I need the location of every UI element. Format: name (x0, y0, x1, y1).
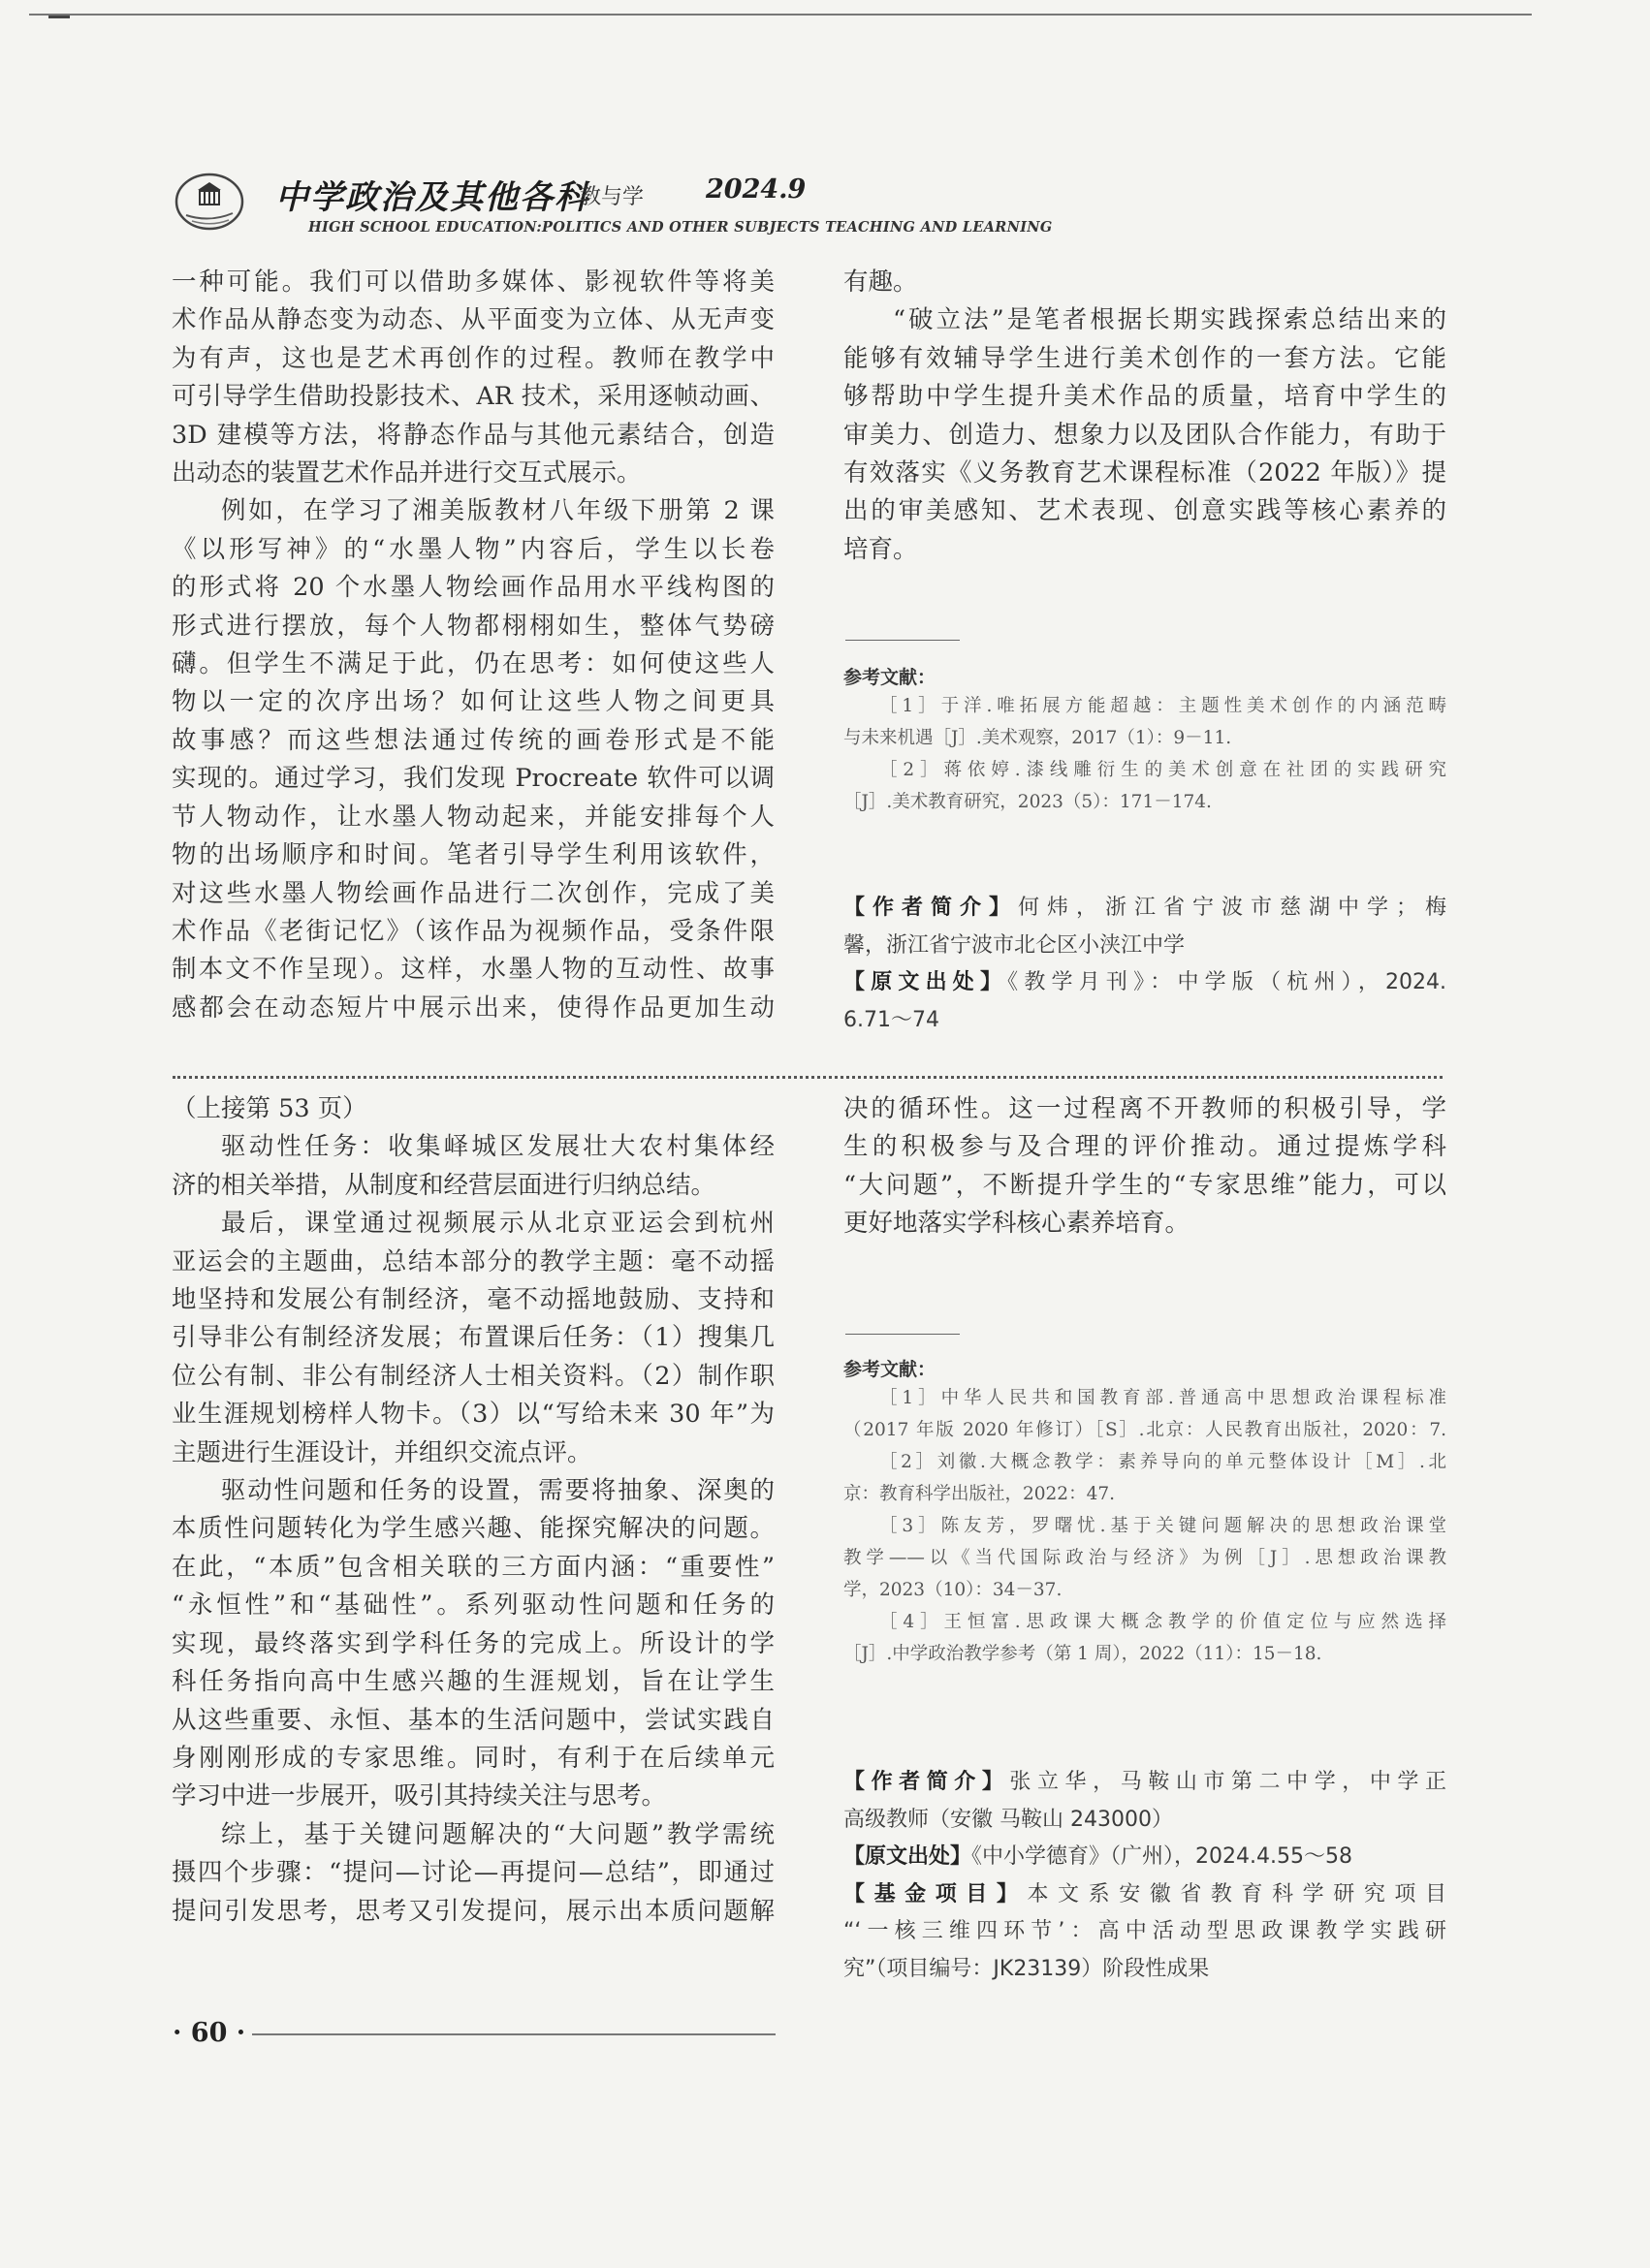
text-line: 业生涯规划榜样人物卡。（3）以“写给未来 30 年”为 (172, 1400, 775, 1430)
text-line: 物的出场顺序和时间。笔者引导学生利用该软件， (172, 840, 775, 870)
text-line: 最后，课堂通过视频展示从北京亚运会到杭州 (221, 1209, 775, 1239)
text-line: 出的审美感知、艺术表现、创意实践等核心素养的 (843, 496, 1446, 526)
references-rule (845, 1334, 960, 1335)
text-line: 培育。 (843, 534, 918, 564)
source-text: 《教学月刊》：中学版（杭州），2024. (1007, 970, 1446, 994)
text-line: 提问引发思考，思考又引发提问，展示出本质问题解 (172, 1896, 775, 1926)
text-line: 能够有效辅导学生进行美术创作的一套方法。它能 (843, 343, 1446, 373)
text-line: 主题进行生涯设计，并组织交流点评。 (172, 1437, 592, 1467)
continuation-note: （上接第 53 页） (172, 1094, 367, 1123)
journal-title-subtitle: 教与学 (580, 185, 645, 209)
source-text: 6.71～74 (843, 1007, 939, 1032)
text-line: 节人物动作，让水墨人物动起来，并能安排每个人 (172, 802, 775, 832)
lower-left-column (172, 1090, 775, 1931)
author-text: 高级教师（安徽 马鞍山 243000） (843, 1807, 1173, 1832)
lower-author-info (843, 1764, 1446, 1988)
text-line: 有效落实《义务教育艺术课程标准（2022 年版）》提 (843, 458, 1446, 488)
section-divider (173, 1076, 1443, 1079)
author-text: 何炜，浙江省宁波市慈湖中学；梅 (1018, 896, 1446, 920)
text-line: 驱动性问题和任务的设置，需要将抽象、深奥的 (221, 1476, 775, 1506)
fund-text: 本文系安徽省教育科学研究项目 (1027, 1881, 1446, 1906)
text-line: 综上，基于关键问题解决的“大问题”教学需统 (221, 1819, 775, 1849)
page-number: · 60 · (173, 2018, 246, 2048)
references-title: 参考文献： (843, 1359, 936, 1380)
text-line: 的形式将 20 个水墨人物绘画作品用水平线构图的 (172, 573, 775, 603)
fund-text: “‘一核三维四环节’：高中活动型思政课教学实践研 (843, 1919, 1446, 1943)
text-line: 3D 建模等方法，将静态作品与其他元素结合，创造 (172, 420, 775, 450)
journal-logo-icon (173, 167, 248, 233)
text-line: 审美力、创造力、想象力以及团队合作能力，有助于 (843, 420, 1446, 450)
text-line: 制本文不作呈现）。这样，水墨人物的互动性、故事 (172, 955, 775, 985)
text-line: 礴。但学生不满足于此，仍在思考：如何使这些人 (172, 649, 775, 679)
text-line: 驱动性任务：收集峄城区发展壮大农村集体经 (221, 1132, 775, 1162)
text-line: 《以形写神》的“水墨人物”内容后，学生以长卷 (172, 534, 775, 564)
source-label: 【原文出处】 (843, 970, 1008, 994)
text-line: 可引导学生借助投影技术、AR 技术，采用逐帧动画、 (172, 382, 775, 412)
text-line: 亚运会的主题曲，总结本部分的教学主题：毫不动摇 (172, 1246, 775, 1276)
reference-line: 教学——以《当代国际政治与经济》为例［J］.思想政治课教 (843, 1548, 1446, 1568)
reference-line: 学，2023（10）：34－37. (843, 1580, 1063, 1600)
top-border-tick (48, 16, 70, 18)
author-label: 【作者简介】 (843, 1770, 1010, 1794)
reference-line: ［J］.美术教育研究，2023（5）：171－174. (843, 792, 1212, 812)
text-line: 引导非公有制经济发展；布置课后任务：（1）搜集几 (172, 1323, 775, 1353)
text-line: 出动态的装置艺术作品并进行交互式展示。 (172, 458, 642, 488)
journal-issue: 2024.9 (706, 174, 807, 205)
reference-line: ［1］于洋.唯拓展方能超越：主题性美术创作的内涵范畴 (879, 696, 1446, 716)
fund-text: 究”（项目编号：JK23139）阶段性成果 (843, 1956, 1210, 1981)
text-line: 济的相关举措，从制度和经营层面进行归纳总结。 (172, 1170, 716, 1200)
source-label: 【原文出处】 (843, 1844, 972, 1869)
references-list (843, 1382, 1446, 1670)
references-list (843, 690, 1446, 818)
text-line: 摄四个步骤：“提问—讨论—再提问—总结”，即通过 (172, 1858, 775, 1888)
text-line: 实现，最终落实到学科任务的完成上。所设计的学 (172, 1628, 775, 1658)
reference-line: ［J］.中学政治教学参考（第 1 周），2022（11）：15－18. (843, 1644, 1322, 1664)
text-line: 形式进行摆放，每个人物都栩栩如生，整体气势磅 (172, 611, 775, 641)
text-line: 有趣。 (843, 268, 918, 297)
references-title: 参考文献： (843, 667, 936, 688)
reference-line: ［2］刘徽.大概念教学：素养导向的单元整体设计［M］.北 (879, 1452, 1446, 1472)
text-line: 学习中进一步展开，吸引其持续关注与思考。 (172, 1781, 667, 1811)
author-text: 馨，浙江省宁波市北仑区小浃江中学 (843, 932, 1186, 958)
text-line: 生的积极参与及合理的评价推动。通过提炼学科 (843, 1132, 1446, 1162)
journal-title-chinese: 中学政治及其他各科 (275, 178, 589, 217)
journal-title-english: HIGH SCHOOL EDUCATION:POLITICS AND OTHER SUBJECTS TEACHING AND LEARNING (308, 219, 1053, 236)
fund-label: 【基金项目】 (843, 1881, 1028, 1906)
text-line: 位公有制、非公有制经济人士相关资料。（2）制作职 (172, 1361, 775, 1391)
text-line: 例如，在学习了湘美版教材八年级下册第 2 课 (221, 496, 775, 526)
reference-line: ［1］中华人民共和国教育部.普通高中思想政治课程标准 (879, 1388, 1446, 1408)
text-line: 感都会在动态短片中展示出来，使得作品更加生动 (172, 992, 775, 1023)
author-text: 张立华，马鞍山市第二中学，中学正 (1009, 1770, 1446, 1794)
text-line: 地坚持和发展公有制经济，毫不动摇地鼓励、支持和 (172, 1285, 775, 1315)
reference-line: ［4］王恒富.思政课大概念教学的价值定位与应然选择 (879, 1612, 1446, 1632)
text-line: 术作品从静态变为动态、从平面变为立体、从无声变 (172, 305, 775, 335)
references-rule (845, 640, 960, 641)
text-line: “破立法”是笔者根据长期实践探索总结出来的 (893, 305, 1446, 335)
text-line: 更好地落实学科核心素养培育。 (843, 1209, 1190, 1239)
reference-line: 京：教育科学出版社，2022：47. (843, 1484, 1116, 1504)
reference-line: ［3］陈友芳，罗曙忧.基于关键问题解决的思想政治课堂 (879, 1516, 1446, 1536)
text-line: 为有声，这也是艺术再创作的过程。教师在教学中 (172, 343, 775, 373)
reference-line: （2017 年版 2020 年修订）［S］.北京：人民教育出版社，2020：7. (843, 1420, 1446, 1440)
footer-rule (252, 2033, 776, 2035)
reference-line: ［2］蒋依婷.漆线雕衍生的美术创意在社团的实践研究 (879, 760, 1446, 780)
text-line: 实现的。通过学习，我们发现 Procreate 软件可以调 (172, 764, 775, 794)
top-border-line (29, 14, 1532, 16)
lower-right-column (843, 1090, 1446, 1244)
reference-line: 与未来机遇［J］.美术观察，2017（1）：9－11. (843, 728, 1232, 748)
text-line: 在此，“本质”包含相关联的三方面内涵：“重要性” (172, 1552, 775, 1582)
text-line: 身刚刚形成的专家思维。同时，有利于在后续单元 (172, 1743, 775, 1773)
text-line: 本质性问题转化为学生感兴趣、能探究解决的问题。 (172, 1514, 775, 1544)
text-line: 从这些重要、永恒、基本的生活问题中，尝试实践自 (172, 1705, 775, 1735)
text-line: “大问题”，不断提升学生的“专家思维”能力，可以 (843, 1170, 1446, 1200)
text-line: 对这些水墨人物绘画作品进行二次创作，完成了美 (172, 878, 775, 908)
text-line: 一种可能。我们可以借助多媒体、影视软件等将美 (172, 268, 775, 297)
text-line: 故事感？而这些想法通过传统的画卷形式是不能 (172, 725, 775, 755)
upper-left-column (172, 264, 775, 1027)
author-label: 【作者简介】 (843, 896, 1018, 920)
source-text: 《中小学德育》（广州），2024.4.55～58 (971, 1844, 1352, 1869)
text-line: 物以一定的次序出场？如何让这些人物之间更具 (172, 687, 775, 717)
text-line: 够帮助中学生提升美术作品的质量，培育中学生的 (843, 382, 1446, 412)
text-line: 决的循环性。这一过程离不开教师的积极引导，学 (843, 1094, 1446, 1123)
upper-right-column (843, 264, 1446, 569)
text-line: “永恒性”和“基础性”。系列驱动性问题和任务的 (172, 1591, 775, 1621)
text-line: 术作品《老街记忆》（该作品为视频作品，受条件限 (172, 916, 775, 946)
upper-author-info (843, 890, 1446, 1039)
text-line: 科任务指向高中生感兴趣的生涯规划，旨在让学生 (172, 1667, 775, 1697)
